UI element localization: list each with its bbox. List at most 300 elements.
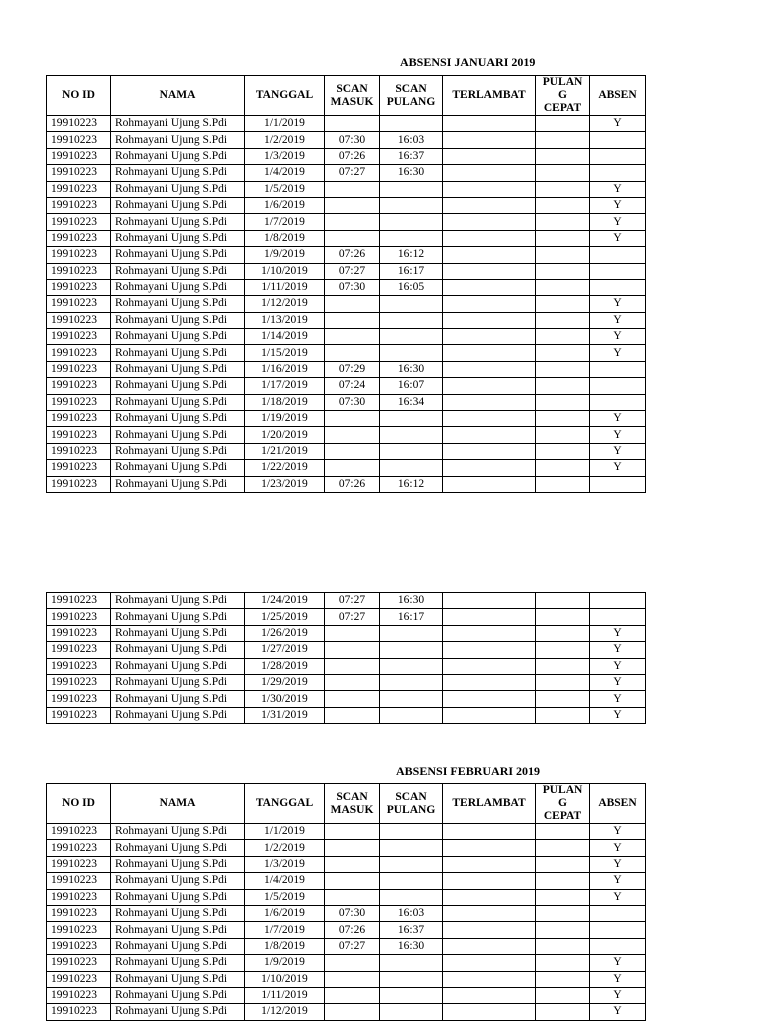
cell-late bbox=[443, 971, 536, 987]
cell-name: Rohmayani Ujung S.Pdi bbox=[111, 873, 245, 889]
cell-scan-out bbox=[380, 312, 443, 328]
cell-id: 19910223 bbox=[47, 691, 111, 707]
table-row bbox=[47, 263, 646, 279]
cell-early bbox=[536, 1004, 590, 1020]
cell-late bbox=[443, 116, 536, 132]
cell-scan-out: 16:30 bbox=[380, 165, 443, 181]
cell-late bbox=[443, 312, 536, 328]
cell-absent: Y bbox=[590, 658, 646, 674]
cell-scan-out: 16:30 bbox=[380, 938, 443, 954]
cell-name: Rohmayani Ujung S.Pdi bbox=[111, 345, 245, 361]
cell-late bbox=[443, 345, 536, 361]
cell-early bbox=[536, 411, 590, 427]
cell-late bbox=[443, 329, 536, 345]
cell-scan-in bbox=[325, 840, 380, 856]
cell-id: 19910223 bbox=[47, 593, 111, 609]
cell-scan-out: 16:30 bbox=[380, 361, 443, 377]
cell-date: 1/7/2019 bbox=[245, 922, 325, 938]
cell-scan-in bbox=[325, 312, 380, 328]
cell-scan-out: 16:05 bbox=[380, 279, 443, 295]
cell-late bbox=[443, 642, 536, 658]
cell-late bbox=[443, 955, 536, 971]
cell-scan-out bbox=[380, 856, 443, 872]
table-row bbox=[47, 1004, 646, 1020]
cell-early bbox=[536, 197, 590, 213]
cell-late bbox=[443, 873, 536, 889]
cell-scan-in bbox=[325, 116, 380, 132]
cell-early bbox=[536, 955, 590, 971]
cell-late bbox=[443, 938, 536, 954]
cell-name: Rohmayani Ujung S.Pdi bbox=[111, 148, 245, 164]
cell-late bbox=[443, 840, 536, 856]
cell-early bbox=[536, 443, 590, 459]
cell-scan-out bbox=[380, 642, 443, 658]
cell-absent: Y bbox=[590, 971, 646, 987]
cell-scan-in bbox=[325, 987, 380, 1003]
cell-scan-in bbox=[325, 889, 380, 905]
cell-date: 1/29/2019 bbox=[245, 674, 325, 690]
cell-id: 19910223 bbox=[47, 609, 111, 625]
cell-id: 19910223 bbox=[47, 312, 111, 328]
cell-late bbox=[443, 856, 536, 872]
cell-scan-out bbox=[380, 116, 443, 132]
cell-date: 1/12/2019 bbox=[245, 1004, 325, 1020]
table-row bbox=[47, 394, 646, 410]
cell-date: 1/8/2019 bbox=[245, 230, 325, 246]
column-header-id: NO ID bbox=[47, 76, 111, 116]
cell-id: 19910223 bbox=[47, 987, 111, 1003]
cell-early bbox=[536, 394, 590, 410]
cell-date: 1/11/2019 bbox=[245, 987, 325, 1003]
cell-late bbox=[443, 263, 536, 279]
cell-scan-out bbox=[380, 873, 443, 889]
cell-early bbox=[536, 625, 590, 641]
cell-absent bbox=[590, 378, 646, 394]
cell-id: 19910223 bbox=[47, 707, 111, 723]
cell-scan-out bbox=[380, 840, 443, 856]
cell-date: 1/19/2019 bbox=[245, 411, 325, 427]
cell-late bbox=[443, 987, 536, 1003]
table-row bbox=[47, 361, 646, 377]
table-row bbox=[47, 840, 646, 856]
cell-date: 1/27/2019 bbox=[245, 642, 325, 658]
cell-scan-out: 16:07 bbox=[380, 378, 443, 394]
cell-early bbox=[536, 427, 590, 443]
cell-id: 19910223 bbox=[47, 411, 111, 427]
column-header-early: PULAN G CEPAT bbox=[536, 784, 590, 824]
table-row bbox=[47, 476, 646, 492]
table-row bbox=[47, 707, 646, 723]
cell-name: Rohmayani Ujung S.Pdi bbox=[111, 625, 245, 641]
table-row bbox=[47, 955, 646, 971]
cell-early bbox=[536, 840, 590, 856]
cell-early bbox=[536, 329, 590, 345]
table-row bbox=[47, 116, 646, 132]
cell-date: 1/1/2019 bbox=[245, 824, 325, 840]
cell-absent: Y bbox=[590, 345, 646, 361]
cell-id: 19910223 bbox=[47, 132, 111, 148]
cell-absent: Y bbox=[590, 642, 646, 658]
column-header-id: NO ID bbox=[47, 784, 111, 824]
cell-late bbox=[443, 476, 536, 492]
cell-absent: Y bbox=[590, 707, 646, 723]
column-header-date: TANGGAL bbox=[245, 76, 325, 116]
cell-name: Rohmayani Ujung S.Pdi bbox=[111, 971, 245, 987]
cell-date: 1/22/2019 bbox=[245, 460, 325, 476]
cell-late bbox=[443, 674, 536, 690]
table-row bbox=[47, 625, 646, 641]
header-row bbox=[47, 784, 646, 824]
table-row bbox=[47, 443, 646, 459]
cell-date: 1/9/2019 bbox=[245, 247, 325, 263]
cell-scan-out: 16:37 bbox=[380, 148, 443, 164]
cell-scan-out bbox=[380, 971, 443, 987]
cell-date: 1/10/2019 bbox=[245, 263, 325, 279]
cell-absent bbox=[590, 279, 646, 295]
cell-scan-out bbox=[380, 230, 443, 246]
table-row bbox=[47, 214, 646, 230]
cell-date: 1/21/2019 bbox=[245, 443, 325, 459]
cell-early bbox=[536, 905, 590, 921]
cell-name: Rohmayani Ujung S.Pdi bbox=[111, 165, 245, 181]
cell-scan-in: 07:26 bbox=[325, 476, 380, 492]
cell-name: Rohmayani Ujung S.Pdi bbox=[111, 443, 245, 459]
cell-scan-in bbox=[325, 427, 380, 443]
cell-late bbox=[443, 443, 536, 459]
cell-absent: Y bbox=[590, 1004, 646, 1020]
cell-absent: Y bbox=[590, 625, 646, 641]
cell-scan-in bbox=[325, 674, 380, 690]
cell-scan-in: 07:26 bbox=[325, 922, 380, 938]
table-row bbox=[47, 279, 646, 295]
cell-name: Rohmayani Ujung S.Pdi bbox=[111, 642, 245, 658]
cell-scan-out: 16:12 bbox=[380, 476, 443, 492]
table-row bbox=[47, 148, 646, 164]
cell-id: 19910223 bbox=[47, 856, 111, 872]
cell-late bbox=[443, 593, 536, 609]
cell-absent: Y bbox=[590, 840, 646, 856]
cell-early bbox=[536, 247, 590, 263]
cell-late bbox=[443, 691, 536, 707]
cell-id: 19910223 bbox=[47, 197, 111, 213]
cell-absent: Y bbox=[590, 889, 646, 905]
cell-early bbox=[536, 361, 590, 377]
cell-absent: Y bbox=[590, 197, 646, 213]
column-header-date: TANGGAL bbox=[245, 784, 325, 824]
cell-id: 19910223 bbox=[47, 824, 111, 840]
cell-id: 19910223 bbox=[47, 329, 111, 345]
cell-late bbox=[443, 658, 536, 674]
table-row bbox=[47, 691, 646, 707]
cell-scan-out bbox=[380, 691, 443, 707]
cell-scan-in: 07:26 bbox=[325, 148, 380, 164]
cell-early bbox=[536, 856, 590, 872]
table-row bbox=[47, 922, 646, 938]
cell-early bbox=[536, 279, 590, 295]
cell-early bbox=[536, 296, 590, 312]
table-row bbox=[47, 642, 646, 658]
cell-id: 19910223 bbox=[47, 476, 111, 492]
cell-date: 1/20/2019 bbox=[245, 427, 325, 443]
cell-absent bbox=[590, 361, 646, 377]
cell-name: Rohmayani Ujung S.Pdi bbox=[111, 460, 245, 476]
cell-name: Rohmayani Ujung S.Pdi bbox=[111, 197, 245, 213]
cell-early bbox=[536, 824, 590, 840]
cell-early bbox=[536, 378, 590, 394]
cell-date: 1/8/2019 bbox=[245, 938, 325, 954]
cell-scan-in bbox=[325, 691, 380, 707]
cell-absent: Y bbox=[590, 329, 646, 345]
cell-id: 19910223 bbox=[47, 443, 111, 459]
cell-early bbox=[536, 987, 590, 1003]
cell-scan-in bbox=[325, 411, 380, 427]
cell-id: 19910223 bbox=[47, 279, 111, 295]
cell-scan-out: 16:34 bbox=[380, 394, 443, 410]
cell-scan-in: 07:27 bbox=[325, 609, 380, 625]
table-row bbox=[47, 938, 646, 954]
cell-absent: Y bbox=[590, 674, 646, 690]
cell-date: 1/26/2019 bbox=[245, 625, 325, 641]
cell-scan-in bbox=[325, 460, 380, 476]
cell-name: Rohmayani Ujung S.Pdi bbox=[111, 824, 245, 840]
cell-late bbox=[443, 625, 536, 641]
cell-early bbox=[536, 938, 590, 954]
cell-date: 1/12/2019 bbox=[245, 296, 325, 312]
cell-absent bbox=[590, 263, 646, 279]
cell-late bbox=[443, 460, 536, 476]
cell-early bbox=[536, 658, 590, 674]
cell-absent: Y bbox=[590, 230, 646, 246]
cell-absent bbox=[590, 247, 646, 263]
cell-early bbox=[536, 263, 590, 279]
cell-scan-in: 07:27 bbox=[325, 938, 380, 954]
cell-absent bbox=[590, 593, 646, 609]
cell-absent bbox=[590, 476, 646, 492]
cell-scan-in bbox=[325, 230, 380, 246]
cell-date: 1/10/2019 bbox=[245, 971, 325, 987]
cell-absent bbox=[590, 609, 646, 625]
cell-scan-in bbox=[325, 625, 380, 641]
cell-late bbox=[443, 707, 536, 723]
cell-late bbox=[443, 165, 536, 181]
cell-absent: Y bbox=[590, 987, 646, 1003]
table-row bbox=[47, 230, 646, 246]
cell-name: Rohmayani Ujung S.Pdi bbox=[111, 691, 245, 707]
table-row bbox=[47, 132, 646, 148]
cell-scan-out: 16:12 bbox=[380, 247, 443, 263]
cell-absent bbox=[590, 165, 646, 181]
cell-date: 1/3/2019 bbox=[245, 148, 325, 164]
column-header-name: NAMA bbox=[111, 76, 245, 116]
cell-name: Rohmayani Ujung S.Pdi bbox=[111, 987, 245, 1003]
cell-id: 19910223 bbox=[47, 263, 111, 279]
february-table bbox=[46, 783, 646, 1021]
cell-absent: Y bbox=[590, 824, 646, 840]
cell-absent bbox=[590, 132, 646, 148]
cell-scan-in bbox=[325, 642, 380, 658]
cell-early bbox=[536, 707, 590, 723]
february-title: ABSENSI FEBRUARI 2019 bbox=[396, 764, 541, 778]
cell-id: 19910223 bbox=[47, 148, 111, 164]
cell-id: 19910223 bbox=[47, 460, 111, 476]
cell-name: Rohmayani Ujung S.Pdi bbox=[111, 312, 245, 328]
cell-name: Rohmayani Ujung S.Pdi bbox=[111, 427, 245, 443]
table-row bbox=[47, 609, 646, 625]
cell-scan-in bbox=[325, 197, 380, 213]
cell-absent: Y bbox=[590, 691, 646, 707]
cell-scan-in: 07:30 bbox=[325, 905, 380, 921]
table-row bbox=[47, 197, 646, 213]
cell-scan-out bbox=[380, 987, 443, 1003]
cell-scan-in: 07:27 bbox=[325, 593, 380, 609]
table-row bbox=[47, 460, 646, 476]
cell-early bbox=[536, 922, 590, 938]
cell-name: Rohmayani Ujung S.Pdi bbox=[111, 247, 245, 263]
cell-absent bbox=[590, 148, 646, 164]
january-table-continued bbox=[46, 592, 646, 724]
column-header-absent: ABSEN bbox=[590, 784, 646, 824]
cell-name: Rohmayani Ujung S.Pdi bbox=[111, 905, 245, 921]
table-row bbox=[47, 658, 646, 674]
column-header-scan-out: SCAN PULANG bbox=[380, 76, 443, 116]
cell-scan-in bbox=[325, 329, 380, 345]
cell-name: Rohmayani Ujung S.Pdi bbox=[111, 230, 245, 246]
cell-date: 1/6/2019 bbox=[245, 905, 325, 921]
cell-name: Rohmayani Ujung S.Pdi bbox=[111, 181, 245, 197]
cell-late bbox=[443, 889, 536, 905]
cell-scan-out bbox=[380, 707, 443, 723]
cell-absent: Y bbox=[590, 856, 646, 872]
cell-scan-in bbox=[325, 443, 380, 459]
cell-date: 1/31/2019 bbox=[245, 707, 325, 723]
cell-id: 19910223 bbox=[47, 642, 111, 658]
cell-early bbox=[536, 889, 590, 905]
cell-name: Rohmayani Ujung S.Pdi bbox=[111, 476, 245, 492]
cell-scan-out bbox=[380, 443, 443, 459]
cell-scan-out: 16:17 bbox=[380, 263, 443, 279]
cell-scan-in bbox=[325, 345, 380, 361]
cell-scan-in bbox=[325, 181, 380, 197]
cell-scan-in bbox=[325, 214, 380, 230]
cell-early bbox=[536, 181, 590, 197]
table-row bbox=[47, 905, 646, 921]
cell-scan-out bbox=[380, 824, 443, 840]
cell-absent bbox=[590, 922, 646, 938]
cell-late bbox=[443, 427, 536, 443]
cell-scan-in bbox=[325, 658, 380, 674]
cell-late bbox=[443, 247, 536, 263]
cell-scan-in: 07:29 bbox=[325, 361, 380, 377]
cell-name: Rohmayani Ujung S.Pdi bbox=[111, 674, 245, 690]
cell-late bbox=[443, 609, 536, 625]
cell-scan-out bbox=[380, 460, 443, 476]
cell-late bbox=[443, 296, 536, 312]
table-row bbox=[47, 856, 646, 872]
table-row bbox=[47, 411, 646, 427]
cell-late bbox=[443, 148, 536, 164]
cell-date: 1/3/2019 bbox=[245, 856, 325, 872]
column-header-late: TERLAMBAT bbox=[443, 76, 536, 116]
cell-name: Rohmayani Ujung S.Pdi bbox=[111, 840, 245, 856]
cell-date: 1/16/2019 bbox=[245, 361, 325, 377]
cell-id: 19910223 bbox=[47, 296, 111, 312]
cell-late bbox=[443, 230, 536, 246]
column-header-scan-in: SCAN MASUK bbox=[325, 784, 380, 824]
cell-id: 19910223 bbox=[47, 922, 111, 938]
cell-late bbox=[443, 361, 536, 377]
cell-scan-in: 07:27 bbox=[325, 165, 380, 181]
cell-early bbox=[536, 593, 590, 609]
cell-late bbox=[443, 1004, 536, 1020]
cell-scan-in bbox=[325, 824, 380, 840]
cell-id: 19910223 bbox=[47, 625, 111, 641]
cell-late bbox=[443, 214, 536, 230]
cell-name: Rohmayani Ujung S.Pdi bbox=[111, 938, 245, 954]
cell-scan-in: 07:24 bbox=[325, 378, 380, 394]
cell-name: Rohmayani Ujung S.Pdi bbox=[111, 296, 245, 312]
cell-name: Rohmayani Ujung S.Pdi bbox=[111, 263, 245, 279]
cell-early bbox=[536, 971, 590, 987]
cell-early bbox=[536, 345, 590, 361]
cell-scan-out bbox=[380, 345, 443, 361]
cell-late bbox=[443, 922, 536, 938]
cell-date: 1/5/2019 bbox=[245, 889, 325, 905]
cell-date: 1/15/2019 bbox=[245, 345, 325, 361]
table-row bbox=[47, 247, 646, 263]
table-row bbox=[47, 889, 646, 905]
cell-early bbox=[536, 873, 590, 889]
table-row bbox=[47, 165, 646, 181]
cell-late bbox=[443, 411, 536, 427]
column-header-scan-in: SCAN MASUK bbox=[325, 76, 380, 116]
table-row bbox=[47, 296, 646, 312]
table-row bbox=[47, 987, 646, 1003]
cell-date: 1/28/2019 bbox=[245, 658, 325, 674]
cell-early bbox=[536, 674, 590, 690]
table-row bbox=[47, 378, 646, 394]
cell-name: Rohmayani Ujung S.Pdi bbox=[111, 658, 245, 674]
cell-late bbox=[443, 824, 536, 840]
cell-scan-out bbox=[380, 214, 443, 230]
cell-id: 19910223 bbox=[47, 1004, 111, 1020]
cell-early bbox=[536, 116, 590, 132]
cell-id: 19910223 bbox=[47, 889, 111, 905]
cell-scan-out bbox=[380, 427, 443, 443]
column-header-absent: ABSEN bbox=[590, 76, 646, 116]
cell-scan-in: 07:27 bbox=[325, 263, 380, 279]
cell-early bbox=[536, 312, 590, 328]
cell-id: 19910223 bbox=[47, 658, 111, 674]
cell-absent bbox=[590, 938, 646, 954]
cell-date: 1/13/2019 bbox=[245, 312, 325, 328]
cell-scan-out bbox=[380, 296, 443, 312]
cell-scan-out: 16:37 bbox=[380, 922, 443, 938]
table-row bbox=[47, 427, 646, 443]
cell-scan-out bbox=[380, 658, 443, 674]
cell-id: 19910223 bbox=[47, 840, 111, 856]
cell-id: 19910223 bbox=[47, 971, 111, 987]
cell-absent: Y bbox=[590, 411, 646, 427]
cell-name: Rohmayani Ujung S.Pdi bbox=[111, 378, 245, 394]
cell-scan-out bbox=[380, 889, 443, 905]
header-row bbox=[47, 76, 646, 116]
cell-date: 1/4/2019 bbox=[245, 873, 325, 889]
cell-name: Rohmayani Ujung S.Pdi bbox=[111, 214, 245, 230]
cell-name: Rohmayani Ujung S.Pdi bbox=[111, 856, 245, 872]
table-row bbox=[47, 312, 646, 328]
cell-scan-in: 07:30 bbox=[325, 394, 380, 410]
cell-id: 19910223 bbox=[47, 230, 111, 246]
